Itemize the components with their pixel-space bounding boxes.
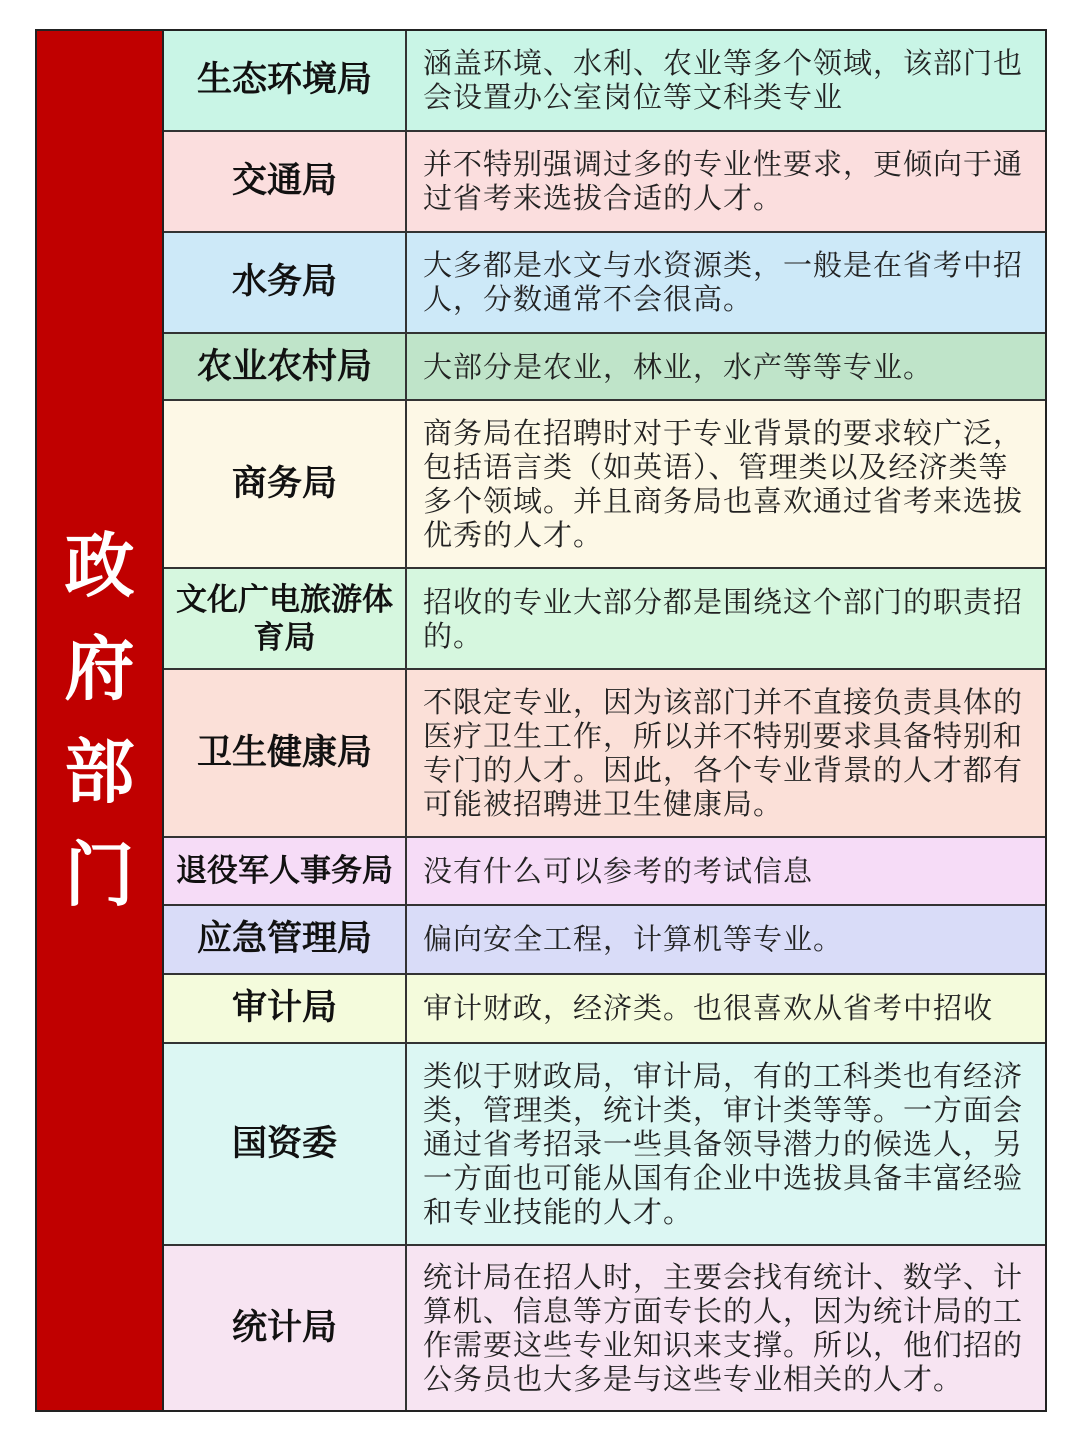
side-title: 政府部门: [64, 524, 135, 916]
department-name: 文化广电旅游体育局: [164, 569, 407, 668]
department-description: 统计局在招人时，主要会找有统计、数学、计算机、信息等方面专长的人，因为统计局的工作需要这些专业知识来支撑。所以，他们招的公务员也大多是与这些专业相关的人才。: [423, 1260, 1024, 1397]
table-row: [164, 975, 1045, 1044]
department-description: 类似于财政局，审计局，有的工科类也有经济类，管理类，统计类，审计类等等。一方面会通过省考招录一些具备领导潜力的候选人，另一方面也可能从国有企业中选拔具备丰富经验和专业技能的人才。: [423, 1058, 1024, 1229]
department-name: 生态环境局: [164, 31, 407, 130]
department-name: 审计局: [164, 975, 407, 1042]
department-name: 卫生健康局: [164, 670, 407, 836]
department-description: 大部分是农业，林业，水产等等专业。: [423, 349, 934, 384]
table-row: [164, 1246, 1045, 1410]
department-name: 商务局: [164, 401, 407, 567]
table-row: [164, 1044, 1045, 1247]
table-row: [164, 334, 1045, 402]
department-description: 没有什么可以参考的考试信息: [423, 853, 814, 888]
department-description: 偏向安全工程，计算机等专业。: [423, 922, 844, 957]
department-description: 涵盖环境、水利、农业等多个领域，该部门也会设置办公室岗位等文科类专业: [423, 46, 1024, 115]
department-name: 应急管理局: [164, 906, 407, 973]
table-row: [164, 233, 1045, 334]
department-name: 国资委: [164, 1044, 407, 1245]
table-row: [164, 906, 1045, 975]
department-description: 商务局在招聘时对于专业背景的要求较广泛，包括语言类（如英语）、管理类以及经济类等多个领域。并且商务局也喜欢通过省考来选拔优秀的人才。: [423, 416, 1024, 553]
department-description: 招收的专业大部分都是围绕这个部门的职责招的。: [423, 584, 1024, 653]
department-name: 水务局: [164, 233, 407, 332]
department-name: 统计局: [164, 1246, 407, 1410]
department-description: 不限定专业，因为该部门并不直接负责具体的医疗卫生工作，所以并不特别要求具备特别和专门的人才。因此，各个专业背景的人才都有可能被招聘进卫生健康局。: [423, 684, 1024, 821]
department-name: 退役军人事务局: [164, 838, 407, 904]
table-row: [164, 569, 1045, 670]
table-row: [164, 401, 1045, 569]
department-table-frame: [35, 29, 1047, 1412]
side-header: [37, 31, 164, 1410]
table-row: [164, 670, 1045, 838]
department-description: 并不特别强调过多的专业性要求，更倾向于通过省考来选拔合适的人才。: [423, 147, 1024, 216]
table-row: [164, 31, 1045, 132]
department-name: 交通局: [164, 132, 407, 231]
table-row: [164, 838, 1045, 906]
department-table: [164, 31, 1045, 1410]
table-row: [164, 132, 1045, 233]
department-name: 农业农村局: [164, 334, 407, 400]
department-description: 大多都是水文与水资源类，一般是在省考中招人，分数通常不会很高。: [423, 248, 1024, 317]
department-description: 审计财政，经济类。也很喜欢从省考中招收: [423, 991, 994, 1026]
